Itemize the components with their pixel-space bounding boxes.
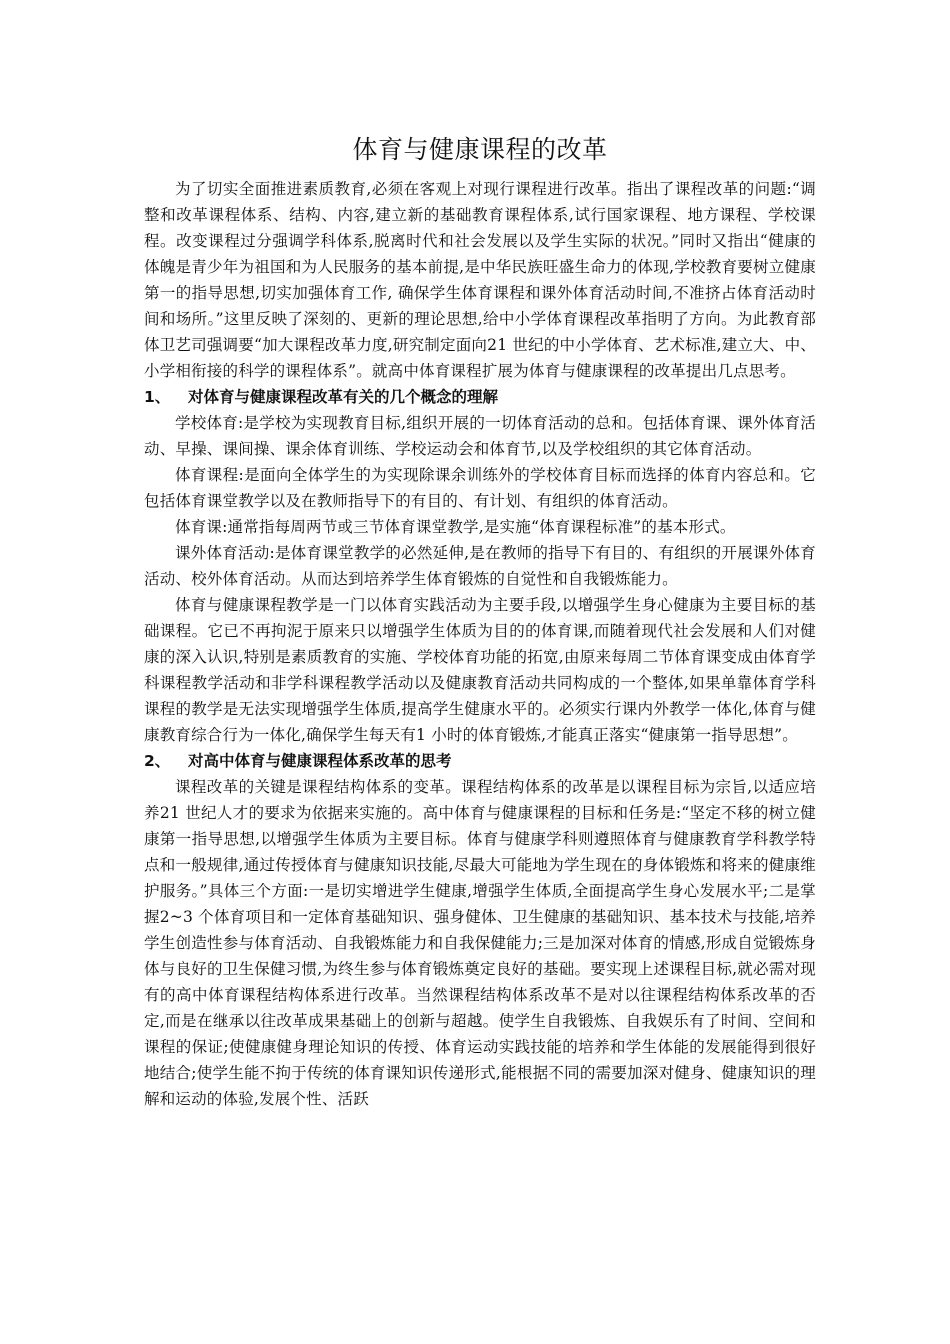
section-2-number: 2、 [144, 752, 171, 770]
section-2-paragraph-reform: 课程改革的关键是课程结构体系的变革。课程结构体系的改革是以课程目标为宗旨,以适应培养21 世纪人才的要求为依据来实施的。高中体育与健康课程的目标和任务是:“坚定不移的树立健康第一指导思想,以增强学生体质为主要目标。体育与健康学科则遵照体育与健康教育学科教学特点和一般规律,通过传授体育与健康知识技能,尽最大可能地为学生现在的身体锻炼和将来的健康维护服务。”具体三个方面:一是切实增进学生健康,增强学生体质,全面提高学生身心发展水平;二是掌握2~3 个体育项目和一定体育基础知识、强身健体、卫生健康的基础知识、基本技术与技能,培养学生创造性参与体育活动、自我锻炼能力和自我保健能力;三是加深对体育的情感,形成自觉锻炼身体与良好的卫生保健习惯,为终生参与体育锻炼奠定良好的基础。要实现上述课程目标,就必需对现有的高中体育课程结构体系进行改革。当然课程结构体系改革不是对以往课程结构体系改革的否定,而是在继承以往改革成果基础上的创新与超越。使学生自我锻炼、自我娱乐有了时间、空间和课程的保证;使健康健身理论知识的传授、体育运动实践技能的培养和学生体能的发展能得到很好地结合;使学生能不拘于传统的体育课知识传递形式,能根据不同的需要加深对健身、健康知识的理解和运动的体验,发展个性、活跃 [144, 778, 816, 1108]
section-1-paragraph-pe-class: 体育课:通常指每周两节或三节体育课堂教学,是实施“体育课程标准”的基本形式。 [175, 518, 736, 536]
section-1-paragraph-school-pe: 学校体育:是学校为实现教育目标,组织开展的一切体育活动的总和。包括体育课、课外体育活动、早操、课间操、课余体育训练、学校运动会和体育节,以及学校组织的其它体育活动。 [144, 414, 816, 458]
document-body [144, 130, 816, 1112]
intro-paragraph: 为了切实全面推进素质教育,必须在客观上对现行课程进行改革。指出了课程改革的问题:“调整和改革课程体系、结构、内容,建立新的基础教育课程体系,试行国家课程、地方课程、学校课程。改变课程过分强调学科体系,脱离时代和社会发展以及学生实际的状况。”同时又指出“健康的体魄是青少年为祖国和为人民服务的基本前提,是中华民族旺盛生命力的体现,学校教育要树立健康第一的指导思想,切实加强体育工作, 确保学生体育课程和课外体育活动时间,不准挤占体育活动时间和场所。”这里反映了深刻的、更新的理论思想,给中小学体育课程改革指明了方向。为此教育部体卫艺司强调要“加大课程改革力度,研究制定面向21 世纪的中小学体育、艺术标准,建立大、中、小学相衔接的科学的课程体系”。就高中体育课程扩展为体育与健康课程的改革提出几点思考。 [144, 180, 816, 380]
section-2-title: 对高中体育与健康课程体系改革的思考 [188, 752, 452, 770]
section-1-paragraph-health-course: 体育与健康课程教学是一门以体育实践活动为主要手段,以增强学生身心健康为主要目标的基础课程。它已不再拘泥于原来只以增强学生体质为目的的体育课,而随着现代社会发展和人们对健康的深入认识,特别是素质教育的实施、学校体育功能的拓宽,由原来每周二节体育课变成由体育学科课程教学活动和非学科课程教学活动以及健康教育活动共同构成的一个整体,如果单靠体育学科课程的教学是无法实现增强学生体质,提高学生健康水平的。必须实行课内外教学一体化,体育与健康教育综合行为一体化,确保学生每天有1 小时的体育锻炼,才能真正落实“健康第一指导思想”。 [144, 596, 816, 744]
section-2-heading [144, 748, 816, 774]
document-title: 体育与健康课程的改革 [352, 135, 608, 164]
section-1-number: 1、 [144, 388, 171, 406]
section-1-paragraph-extracurricular: 课外体育活动:是体育课堂教学的必然延伸,是在教师的指导下有目的、有组织的开展课外体育活动、校外体育活动。从而达到培养学生体育锻炼的自觉性和自我锻炼能力。 [144, 544, 816, 588]
section-1-paragraph-pe-curriculum: 体育课程:是面向全体学生的为实现除课余训练外的学校体育目标而选择的体育内容总和。它包括体育课堂教学以及在教师指导下的有目的、有计划、有组织的体育活动。 [144, 466, 816, 510]
section-1-title: 对体育与健康课程改革有关的几个概念的理解 [188, 388, 499, 406]
section-1-heading [144, 384, 816, 410]
